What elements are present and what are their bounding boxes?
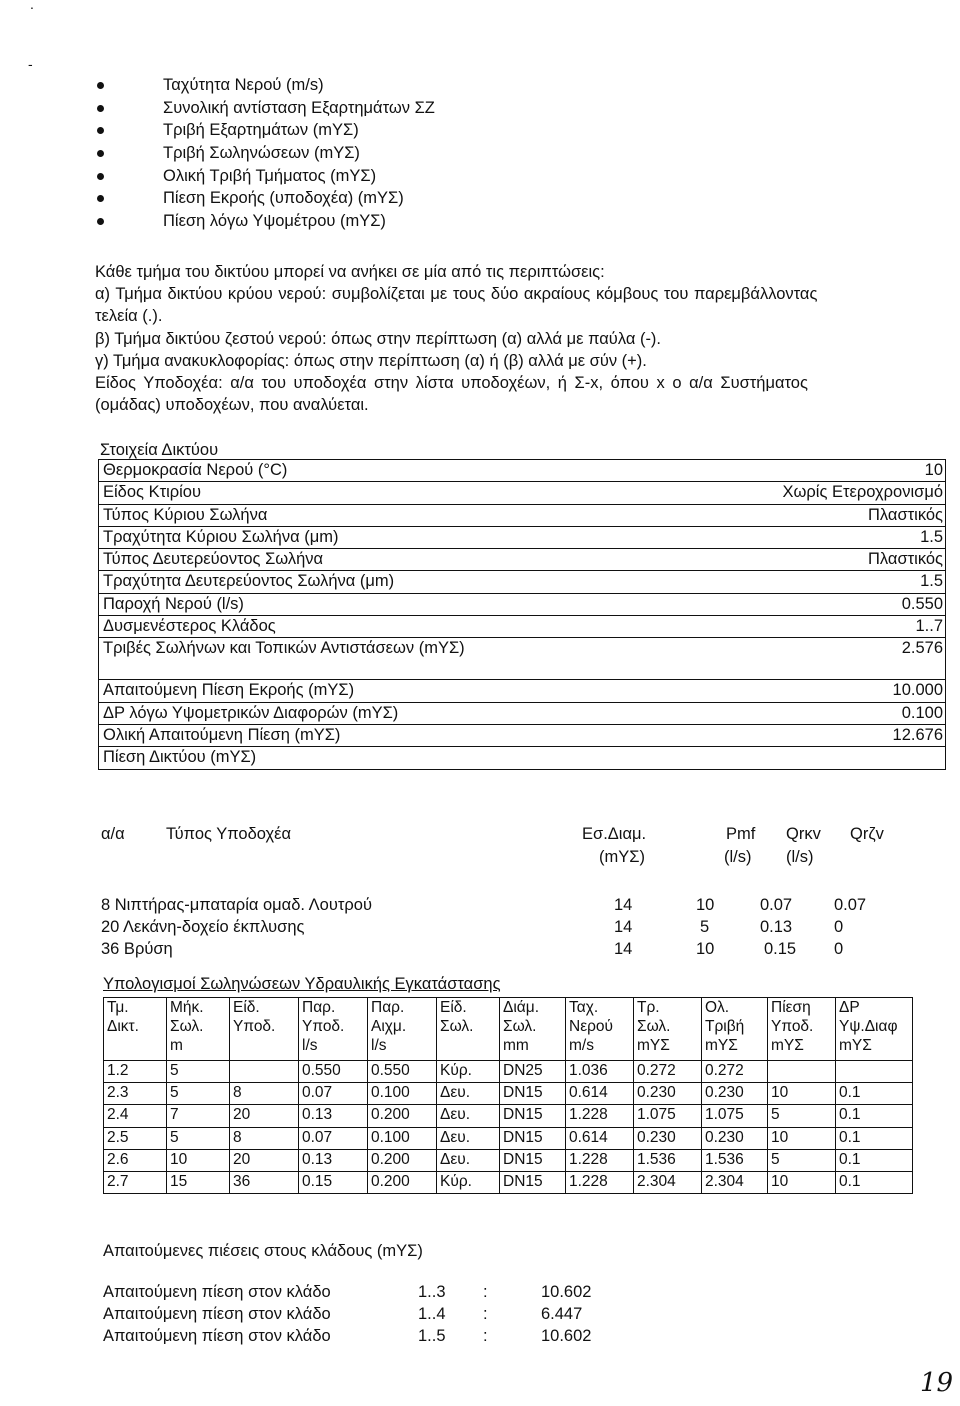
receiver-pmf: 5 [700, 918, 710, 936]
separator: : [483, 1327, 488, 1345]
receiver-qrkv: 0.13 [760, 918, 793, 936]
table-cell: DN25 [500, 1061, 566, 1083]
header-line: l/s [302, 1037, 318, 1054]
page-number: 19 [920, 1368, 954, 1398]
branch-pressure-value: 6.447 [541, 1305, 583, 1323]
paragraph-line: Είδος Υποδοχέα: α/α του υποδοχέα στην λίστα υποδοχέων, ή Σ-x, όπου x ο α/α Συστήματος [95, 374, 808, 393]
table-cell: 0.614 [566, 1127, 634, 1149]
header-line: Νερού [569, 1018, 614, 1035]
column-header [437, 998, 500, 1061]
table-cell-label: Τύπος Δευτερεύοντος Σωλήνα [99, 549, 689, 571]
table-cell: 0.230 [634, 1127, 702, 1149]
header-line: Υποδ. [771, 1018, 814, 1035]
list-item-text: Ολική Τριβή Τμήματος (mΥΣ) [163, 166, 377, 185]
header-line: Σωλ. [170, 1018, 204, 1035]
table-cell: DN15 [500, 1083, 566, 1105]
column-header [104, 998, 167, 1061]
table-cell: 1.536 [702, 1149, 768, 1171]
header-line: Πίεση [771, 999, 811, 1016]
table-cell [836, 1061, 913, 1083]
list-item [95, 119, 435, 142]
table-row [104, 1171, 913, 1193]
list-item-text: Πίεση λόγω Υψομέτρου (mΥΣ) [163, 212, 386, 231]
table-cell: 1.228 [566, 1171, 634, 1193]
header-line: Υψ.Διαφ [839, 1018, 898, 1035]
column-header [368, 998, 437, 1061]
table-cell: 10 [768, 1171, 836, 1193]
column-header [500, 998, 566, 1061]
table-cell-label: Τραχύτητα Δευτερεύοντος Σωλήνα (μm) [99, 571, 689, 593]
table-row [104, 1083, 913, 1105]
table-cell: 1.036 [566, 1061, 634, 1083]
header-line: Είδ. [440, 999, 467, 1016]
paragraph-line: β) Τμήμα δικτύου ζεστού νερού: όπως στην περίπτωση (α) αλλά με παύλα (-). [95, 329, 662, 348]
table-cell-label: Τραχύτητα Κύριου Σωλήνα (μm) [99, 526, 689, 548]
list-item-text: Συνολική αντίσταση Εξαρτημάτων ΣΖ [163, 98, 435, 117]
header-line: Ταχ. [569, 999, 599, 1016]
table-cell: 2.3 [104, 1083, 167, 1105]
table-cell: Δευ. [437, 1127, 500, 1149]
table-row [99, 724, 946, 746]
table-cell: 0.230 [702, 1127, 768, 1149]
table-cell-value: 1.5 [689, 526, 946, 548]
branch-pressure-label: Απαιτούμενη πίεση στον κλάδο [103, 1283, 331, 1301]
header-line: m/s [569, 1037, 594, 1054]
table-cell-value: 10 [689, 460, 946, 482]
table-cell: Δευ. [437, 1105, 500, 1127]
table-cell-value: Πλαστικός [689, 504, 946, 526]
table-row [99, 593, 946, 615]
receiver-qrzv: 0 [834, 918, 844, 936]
table-cell: 8 [230, 1083, 299, 1105]
list-item [95, 74, 435, 97]
receiver-pmf: 10 [696, 896, 715, 914]
header-line: m [170, 1037, 183, 1054]
table-cell: Δευ. [437, 1083, 500, 1105]
table-cell-label: Δυσμενέστερος Κλάδος [99, 616, 689, 638]
paragraph-line: Κάθε τμήμα του δικτύου μπορεί να ανήκει σε μία από τις περιπτώσεις: [95, 263, 605, 281]
table-cell: DN15 [500, 1127, 566, 1149]
pipe-calc-body [104, 1061, 913, 1194]
column-header [768, 998, 836, 1061]
table-row [99, 482, 946, 504]
receiver-name: 20 Λεκάνη-δοχείο έκπλυσης [101, 918, 305, 936]
table-cell: 7 [167, 1105, 230, 1127]
column-header [566, 998, 634, 1061]
header-line: Τριβή [705, 1018, 745, 1035]
header-line: mΥΣ [839, 1037, 872, 1054]
table-cell-value: 0.550 [689, 593, 946, 615]
table-cell: 0.200 [368, 1105, 437, 1127]
list-item [95, 142, 435, 165]
table-row [99, 549, 946, 571]
table-cell: 2.6 [104, 1149, 167, 1171]
header-line: mm [503, 1037, 529, 1054]
table-cell-label: Πίεση Δικτύου (mΥΣ) [99, 747, 689, 769]
table-cell: 5 [768, 1149, 836, 1171]
receivers-header-diameter: Εσ.Διαμ. [582, 825, 647, 843]
calc-section-title: Υπολογισμοί Σωληνώσεων Υδραυλικής Εγκατάστασης [103, 975, 501, 993]
table-row [99, 504, 946, 526]
table-cell: 0.1 [836, 1171, 913, 1193]
table-cell: 2.7 [104, 1171, 167, 1193]
receivers-header-qrkv-unit: (l/s) [786, 848, 814, 866]
table-cell: DN15 [500, 1105, 566, 1127]
table-cell: 1.2 [104, 1061, 167, 1083]
receiver-diameter: 14 [614, 896, 633, 914]
table-cell: 36 [230, 1171, 299, 1193]
branch-pressure-value: 10.602 [541, 1327, 592, 1345]
branch-id: 1..5 [418, 1327, 446, 1345]
header-line: Σωλ. [440, 1018, 474, 1035]
list-item-text: Τριβή Σωληνώσεων (mΥΣ) [163, 144, 360, 163]
header-line: Σωλ. [637, 1018, 671, 1035]
table-cell: 0.200 [368, 1171, 437, 1193]
header-line: Ολ. [705, 999, 730, 1016]
table-row [104, 1127, 913, 1149]
column-header [299, 998, 368, 1061]
table-row [99, 616, 946, 638]
table-cell: 0.550 [368, 1061, 437, 1083]
table-cell: 10 [167, 1149, 230, 1171]
header-line: Διάμ. [503, 999, 539, 1016]
table-cell: 10 [768, 1127, 836, 1149]
receiver-diameter: 14 [614, 918, 633, 936]
explanation-paragraph [95, 261, 955, 416]
pipe-calc-table [103, 997, 913, 1194]
table-row [99, 526, 946, 548]
table-row [99, 638, 946, 680]
column-header [836, 998, 913, 1061]
table-cell: 0.550 [299, 1061, 368, 1083]
header-line: Παρ. [371, 999, 405, 1016]
table-cell: Κύρ. [437, 1171, 500, 1193]
table-cell: 1.075 [634, 1105, 702, 1127]
table-cell: 0.13 [299, 1149, 368, 1171]
table-cell: 15 [167, 1171, 230, 1193]
list-item-text: Τριβή Εξαρτημάτων (mΥΣ) [163, 121, 359, 140]
table-cell [230, 1061, 299, 1083]
table-cell: 20 [230, 1149, 299, 1171]
bullet-icon [97, 127, 104, 134]
branch-id: 1..3 [418, 1283, 446, 1301]
header-line: ΔΡ [839, 999, 860, 1016]
receiver-name: 36 Βρύση [101, 940, 173, 958]
paragraph-line: α) Τμήμα δικτύου κρύου νερού: συμβολίζεται με τους δύο ακραίους κόμβους του παρεμβάλλοντας [95, 285, 818, 304]
table-cell: 8 [230, 1127, 299, 1149]
column-header [634, 998, 702, 1061]
table-cell: 0.13 [299, 1105, 368, 1127]
column-header [230, 998, 299, 1061]
separator: : [483, 1305, 488, 1323]
table-cell-value: 1..7 [689, 616, 946, 638]
bullet-icon [97, 195, 104, 202]
list-item [95, 165, 435, 188]
table-row [99, 680, 946, 702]
table-cell: 0.1 [836, 1105, 913, 1127]
branch-pressure-label: Απαιτούμενη πίεση στον κλάδο [103, 1327, 331, 1345]
bullet-icon [97, 105, 104, 112]
header-line: Υποδ. [302, 1018, 345, 1035]
column-header [702, 998, 768, 1061]
table-cell-label: Απαιτούμενη Πίεση Εκροής (mΥΣ) [99, 680, 689, 702]
scan-mark: . [30, 0, 34, 12]
paragraph-line: (ομάδας) υποδοχέων, που αναλύεται. [95, 396, 369, 415]
table-cell: 10 [768, 1083, 836, 1105]
table-cell-label-text: Τριβές Σωλήνων και Τοπικών Αντιστάσεων (mΥΣ) [103, 639, 465, 658]
table-cell: 0.272 [634, 1061, 702, 1083]
receiver-name: 8 Νιπτήρας-μπαταρία ομαδ. Λουτρού [101, 896, 372, 914]
variable-bullet-list [95, 74, 435, 233]
table-row [99, 460, 946, 482]
header-line: Αιχμ. [371, 1018, 407, 1035]
table-cell: 0.1 [836, 1127, 913, 1149]
receivers-header-diameter-unit: (mΥΣ) [599, 848, 645, 866]
table-cell-value: 0.100 [689, 702, 946, 724]
table-cell-label: Παροχή Νερού (l/s) [99, 593, 689, 615]
network-section-title: Στοιχεία Δικτύου [100, 441, 219, 459]
table-cell-value: 10.000 [689, 680, 946, 702]
list-item-text: Ταχύτητα Νερού (m/s) [163, 76, 324, 94]
table-cell: 0.200 [368, 1149, 437, 1171]
header-line: Είδ. [233, 999, 260, 1016]
list-item-text: Πίεση Εκροής (υποδοχέα) (mΥΣ) [163, 189, 404, 208]
table-cell: 1.075 [702, 1105, 768, 1127]
table-cell: 2.4 [104, 1105, 167, 1127]
table-cell: DN15 [500, 1171, 566, 1193]
table-cell: 0.100 [368, 1083, 437, 1105]
bullet-icon [97, 173, 104, 180]
bullet-icon [97, 82, 104, 89]
header-line: mΥΣ [771, 1037, 804, 1054]
table-cell [768, 1061, 836, 1083]
list-item [95, 187, 435, 210]
receiver-qrzv: 0.07 [834, 896, 867, 914]
table-cell: 2.304 [634, 1171, 702, 1193]
receiver-diameter: 14 [614, 940, 633, 958]
table-cell: 0.272 [702, 1061, 768, 1083]
bullet-icon [97, 150, 104, 157]
separator: : [483, 1283, 488, 1301]
table-cell: 0.1 [836, 1083, 913, 1105]
table-cell: 1.536 [634, 1149, 702, 1171]
table-cell: 5 [167, 1083, 230, 1105]
header-line: Τμ. [107, 999, 129, 1016]
receivers-header-pmf-unit: (l/s) [724, 848, 752, 866]
table-cell: 20 [230, 1105, 299, 1127]
receiver-qrkv: 0.07 [760, 896, 793, 914]
table-cell-label [99, 638, 689, 680]
header-line: mΥΣ [705, 1037, 738, 1054]
table-cell-value: 1.5 [689, 571, 946, 593]
receivers-header-pmf: Pmf [726, 825, 756, 843]
table-cell-value: 2.576 [689, 638, 946, 680]
table-cell-value [689, 747, 946, 769]
header-line: Τρ. [637, 999, 660, 1016]
table-cell: 0.07 [299, 1127, 368, 1149]
table-cell-label: Θερμοκρασία Νερού (°C) [99, 460, 689, 482]
branch-pressure-label: Απαιτούμενη πίεση στον κλάδο [103, 1305, 331, 1323]
table-cell-label: ΔΡ λόγω Υψομετρικών Διαφορών (mΥΣ) [99, 702, 689, 724]
table-cell-value: 12.676 [689, 724, 946, 746]
table-cell: 5 [167, 1061, 230, 1083]
table-cell: 0.230 [702, 1083, 768, 1105]
list-item [95, 210, 435, 233]
header-line: Παρ. [302, 999, 336, 1016]
table-cell: 5 [768, 1105, 836, 1127]
table-cell-value: Πλαστικός [689, 549, 946, 571]
header-line: l/s [371, 1037, 387, 1054]
table-cell: 5 [167, 1127, 230, 1149]
table-cell: Δευ. [437, 1149, 500, 1171]
network-data-table [98, 459, 946, 770]
header-line: Δικτ. [107, 1018, 139, 1035]
bullet-icon [97, 218, 104, 225]
branch-pressures-title: Απαιτούμενες πιέσεις στους κλάδους (mΥΣ) [103, 1242, 423, 1260]
list-item [95, 97, 435, 120]
receiver-qrzv: 0 [834, 940, 844, 958]
scan-mark: - [28, 56, 33, 72]
table-cell: 0.614 [566, 1083, 634, 1105]
receivers-header-qrzv: Qrζv [850, 825, 884, 843]
receivers-header-qrkv: Qrκv [786, 825, 821, 843]
table-cell-label: Είδος Κτιρίου [99, 482, 689, 504]
table-cell: 0.100 [368, 1127, 437, 1149]
header-line: Μήκ. [170, 999, 204, 1016]
receiver-qrkv: 0.15 [764, 940, 797, 958]
table-cell: 0.230 [634, 1083, 702, 1105]
table-row [99, 747, 946, 769]
table-cell-label: Ολική Απαιτούμενη Πίεση (mΥΣ) [99, 724, 689, 746]
table-row [104, 1149, 913, 1171]
paragraph-line: τελεία (.). [95, 307, 163, 326]
table-row [99, 571, 946, 593]
header-line: mΥΣ [637, 1037, 670, 1054]
branch-id: 1..4 [418, 1305, 446, 1323]
header-line: Σωλ. [503, 1018, 537, 1035]
table-row [99, 702, 946, 724]
table-header-row [104, 998, 913, 1061]
table-cell-value: Χωρίς Ετεροχρονισμό [689, 482, 946, 504]
receivers-header-aa: α/α [101, 825, 125, 843]
table-cell: 0.15 [299, 1171, 368, 1193]
receiver-pmf: 10 [696, 940, 715, 958]
receivers-header-type: Τύπος Υποδοχέα [166, 825, 292, 843]
table-cell-label: Τύπος Κύριου Σωλήνα [99, 504, 689, 526]
paragraph-line: γ) Τμήμα ανακυκλοφορίας: όπως στην περίπτωση (α) ή (β) αλλά με σύν (+). [95, 351, 647, 370]
table-cell: DN15 [500, 1149, 566, 1171]
table-cell: 0.07 [299, 1083, 368, 1105]
branch-pressure-value: 10.602 [541, 1283, 592, 1301]
column-header [167, 998, 230, 1061]
table-cell: 2.304 [702, 1171, 768, 1193]
header-line: Υποδ. [233, 1018, 276, 1035]
table-cell: 1.228 [566, 1105, 634, 1127]
table-cell: 0.1 [836, 1149, 913, 1171]
table-row [104, 1105, 913, 1127]
table-cell: Κύρ. [437, 1061, 500, 1083]
table-cell: 2.5 [104, 1127, 167, 1149]
table-row [104, 1061, 913, 1083]
table-cell: 1.228 [566, 1149, 634, 1171]
